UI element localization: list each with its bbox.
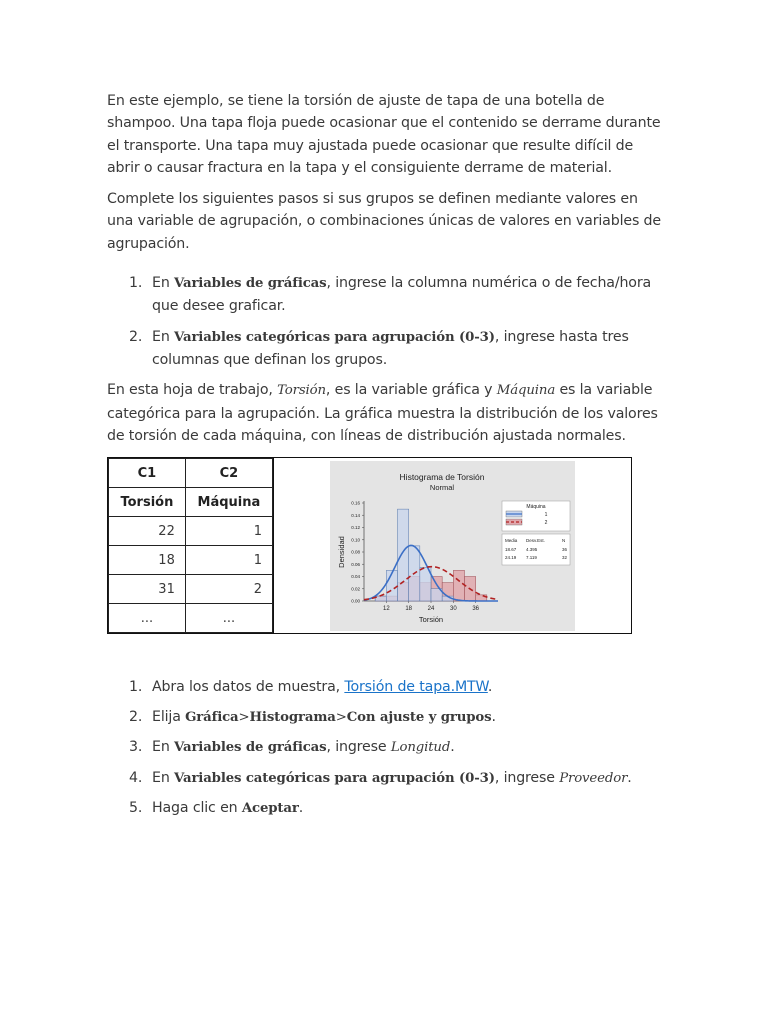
menu-name: Gráfica	[185, 709, 239, 725]
stats-header: N	[562, 537, 566, 543]
chart-subtitle: Normal	[429, 482, 455, 492]
option-name: Variables categóricas para agrupación (0-3)	[174, 770, 495, 786]
variable-name: Torsión	[277, 383, 326, 399]
x-tick-label: 18	[405, 605, 413, 612]
chart-cell	[273, 458, 631, 633]
legend-title: Máquina	[526, 503, 546, 510]
example-figure	[107, 457, 632, 634]
histogram-chart	[330, 461, 575, 631]
stats-header: Media	[505, 537, 518, 543]
list-item: 4. En Variables categóricas para agrupación (0-3), ingrese Proveedor.	[129, 769, 632, 786]
table-row: 18 1	[109, 546, 273, 575]
y-axis-label: Densidad	[337, 535, 346, 568]
legend-entry: 2	[544, 519, 548, 526]
worksheet-paragraph: En esta hoja de trabajo, Torsión, es la variable gráfica y Máquina es la variable categórica para la agrupación. La gráfica muestra la distribución de los valores de torsión de cada máquina, con líneas de distribución ajustada normales.	[107, 382, 658, 444]
steps-list-1	[107, 272, 667, 371]
variable-name: Máquina	[496, 383, 556, 399]
stats-header: Desv.Est.	[526, 537, 545, 543]
worksheet-table	[108, 458, 273, 633]
y-tick-label: 0.10	[351, 536, 360, 542]
histogram-bar	[453, 570, 464, 601]
menu-name: Histograma	[249, 709, 336, 725]
list-item: 1. Abra los datos de muestra, Torsión de tapa.MTW.	[129, 679, 493, 695]
y-tick-label: 0.02	[351, 585, 360, 591]
column-name: Torsión	[109, 488, 186, 517]
stats-value: 7.119	[526, 554, 537, 560]
column-id: C1	[109, 459, 186, 488]
x-tick-label: 36	[472, 605, 480, 612]
menu-name: Con ajuste y grupos	[346, 709, 492, 725]
stats-value: 32	[562, 554, 568, 560]
table-row: 22 1	[109, 517, 273, 546]
option-name: Variables de gráficas	[174, 740, 327, 756]
option-name: Variables de gráficas	[174, 276, 327, 292]
stats-value: 4.395	[526, 546, 538, 552]
variable-name: Proveedor	[559, 770, 628, 786]
list-item: 2. En Variables categóricas para agrupación (0-3), ingrese hasta tres columnas que definan los grupos.	[129, 328, 629, 368]
list-item: 1. En Variables de gráficas, ingrese la columna numérica o de fecha/hora que desee graficar.	[129, 275, 652, 315]
y-tick-label: 0.04	[351, 573, 360, 579]
table-row: 31 2	[109, 575, 273, 604]
y-tick-label: 0.16	[351, 500, 360, 505]
intro-paragraph-2: Complete los siguientes pasos si sus grupos se definen mediante valores en una variable de agrupación, o combinaciones únicas de valores en variables de agrupación.	[107, 191, 661, 252]
histogram-bar	[398, 509, 409, 601]
histogram-bar	[375, 596, 386, 601]
y-tick-label: 0.12	[351, 524, 360, 530]
x-tick-label: 12	[382, 605, 390, 612]
column-name: Máquina	[185, 488, 272, 517]
stats-value: 24.19	[505, 554, 517, 560]
list-item: 3. En Variables de gráficas, ingrese Longitud.	[129, 739, 455, 756]
x-tick-label: 24	[427, 605, 435, 612]
column-id: C2	[185, 459, 272, 488]
list-item: 2. Elija Gráfica>Histograma>Con ajuste y grupos.	[129, 708, 496, 725]
table-row: ... ...	[109, 604, 273, 633]
stats-value: 36	[562, 546, 568, 552]
chart-background	[330, 461, 575, 631]
y-tick-label: 0.06	[351, 561, 360, 567]
x-tick-label: 30	[449, 605, 457, 612]
histogram-bar	[386, 570, 397, 601]
intro-paragraph-1: En este ejemplo, se tiene la torsión de ajuste de tapa de una botella de shampoo. Una tapa floja puede ocasionar que el contenido se derrame durante el transporte. Una tapa muy ajustada puede ocasionar que resulte difícil de abrir o causar fractura en la tapa y el consiguiente derrame de material.	[107, 93, 661, 176]
table-header-row	[109, 488, 273, 517]
document-body	[107, 90, 667, 456]
legend-entry: 1	[544, 511, 548, 518]
y-tick-label: 0.14	[351, 512, 360, 518]
steps-list-2	[107, 676, 667, 828]
variable-name: Longitud	[390, 740, 451, 756]
option-name: Variables categóricas para agrupación (0-3)	[174, 329, 495, 345]
stats-value: 18.67	[505, 546, 517, 552]
table-header-row	[109, 459, 273, 488]
y-tick-label: 0.08	[351, 549, 360, 554]
chart-title: Histograma de Torsión	[399, 471, 485, 482]
list-item: 5. Haga clic en Aceptar.	[129, 800, 304, 817]
option-name: Aceptar	[241, 801, 299, 817]
sample-data-link[interactable]: Torsión de tapa.MTW	[344, 679, 488, 695]
x-axis-label: Torsión	[418, 614, 444, 624]
y-tick-label: 0.00	[351, 598, 360, 603]
